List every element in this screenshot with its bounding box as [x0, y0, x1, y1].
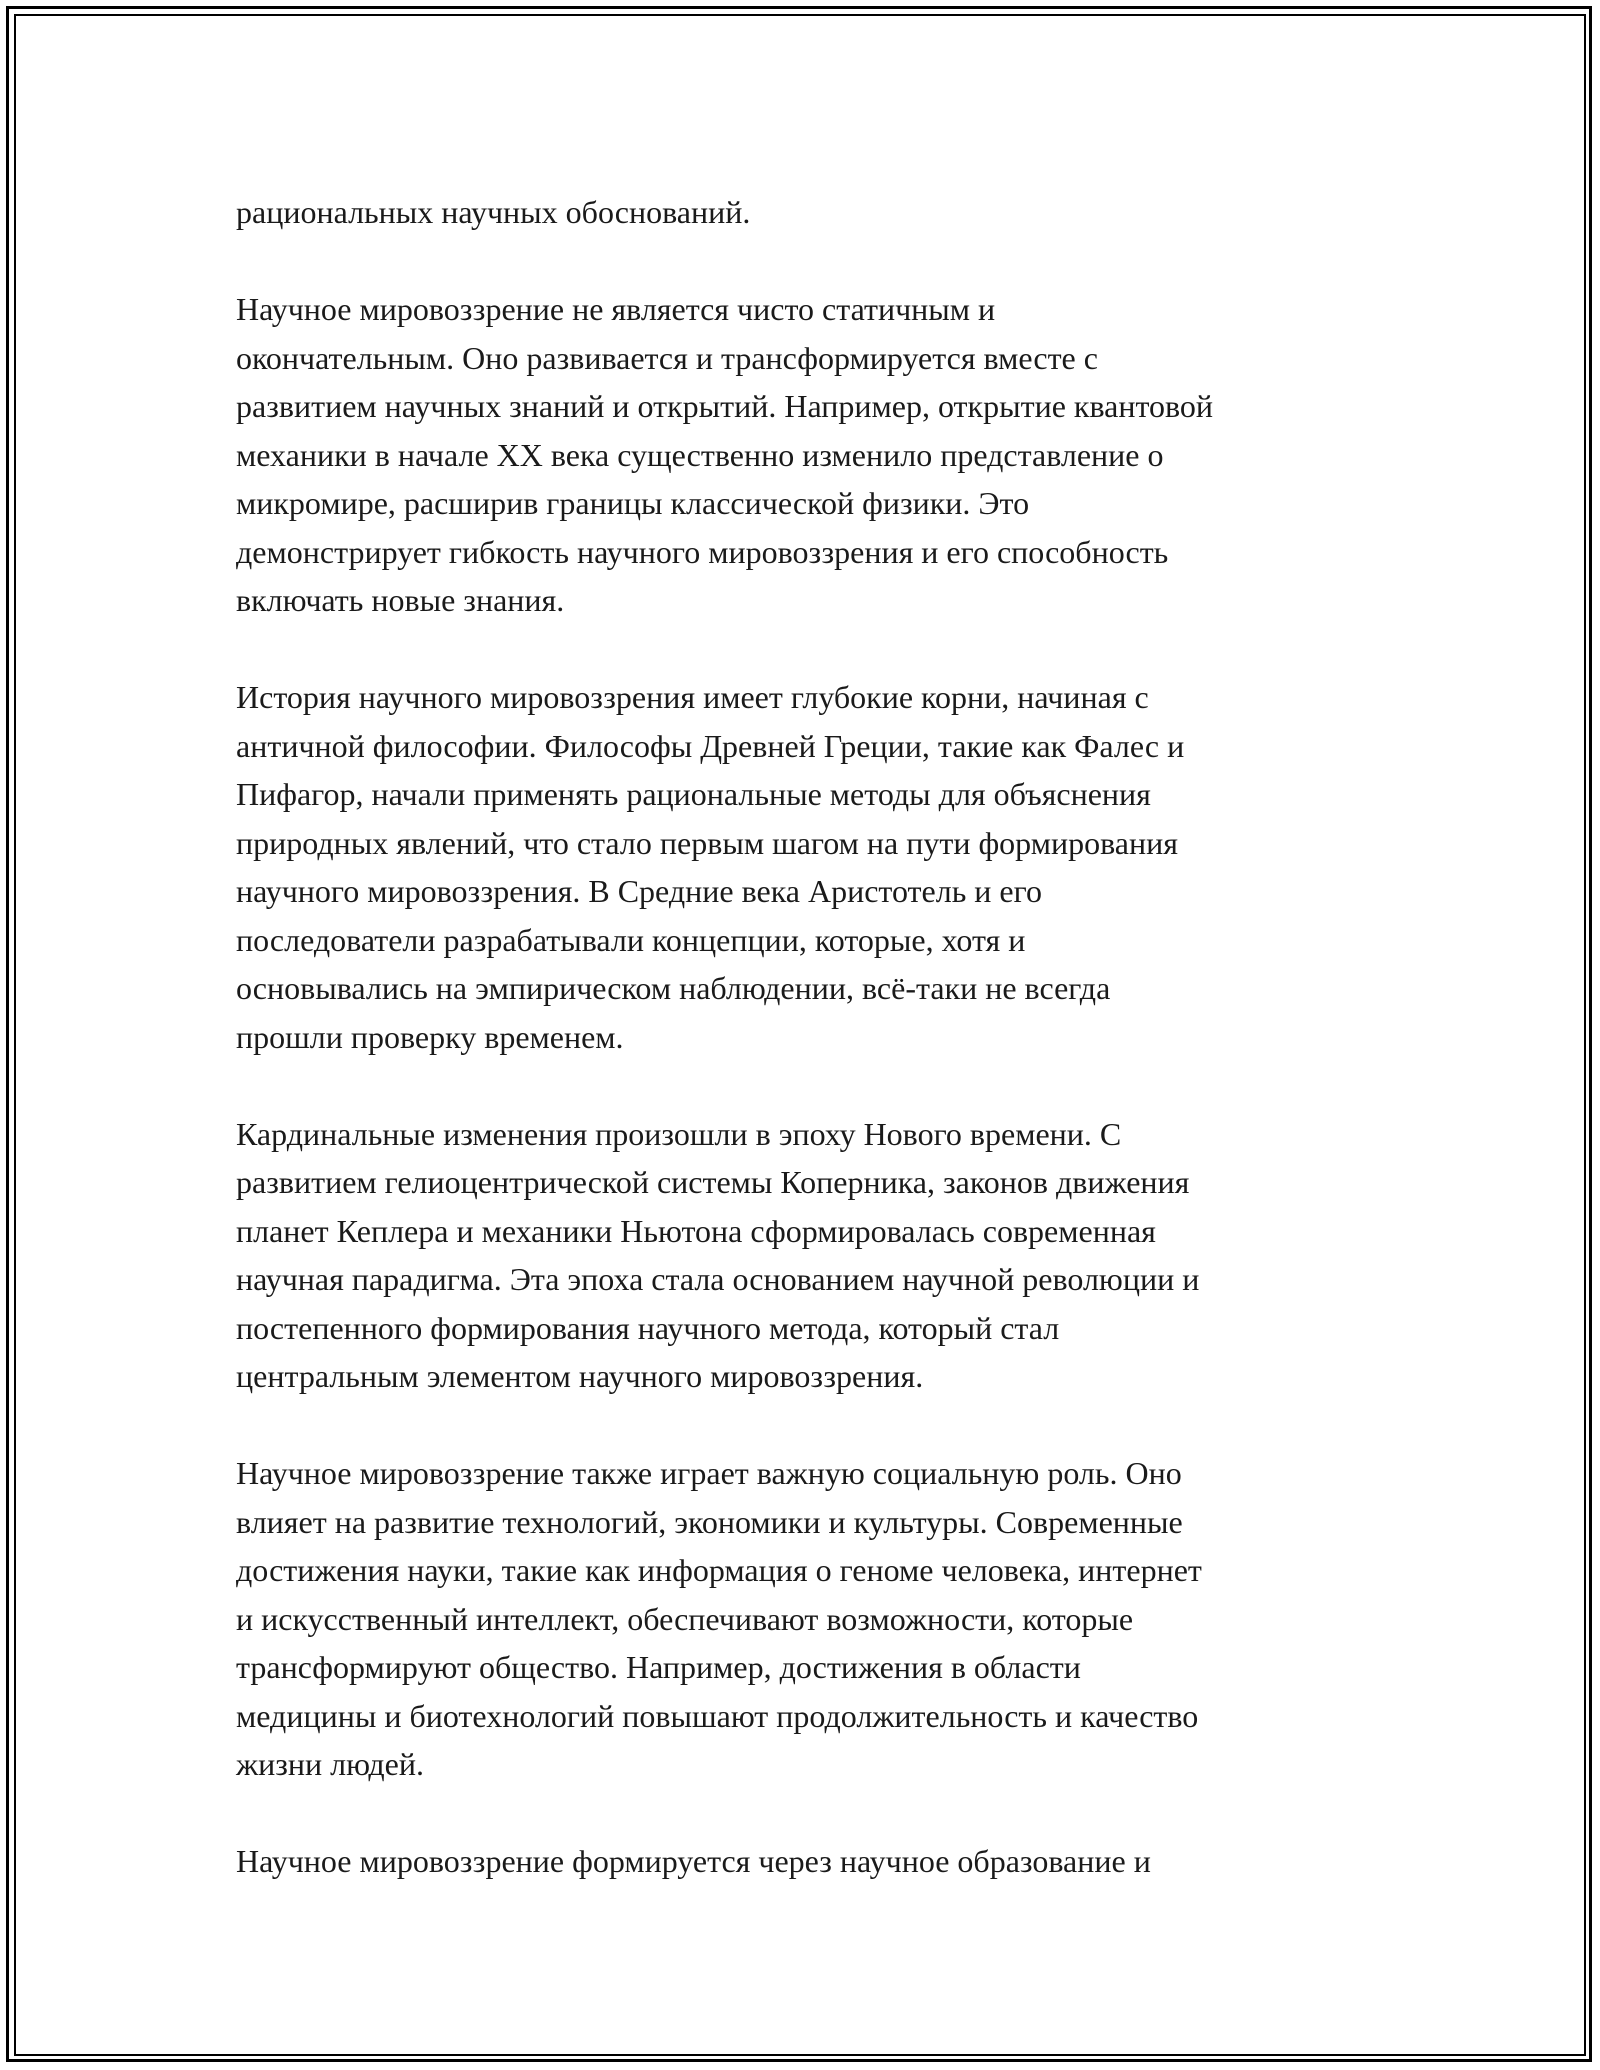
text-line: постепенного формирования научного метода, который стал: [236, 1309, 1060, 1346]
text-line: трансформируют общество. Например, достижения в области: [236, 1649, 1081, 1685]
text-line: окончательным. Оно развивается и трансформируется вместе с: [236, 339, 1098, 376]
text-line: планет Кеплера и механики Ньютона сформировалась современная: [236, 1212, 1156, 1249]
text-line: включать новые знания.: [236, 582, 565, 618]
text-line: Научное мировоззрение формируется через научное образование и: [236, 1843, 1151, 1879]
text-line: механики в начале XX века существенно изменило представление о: [236, 436, 1164, 473]
text-line: природных явлений, что стало первым шагом на пути формирования: [236, 824, 1178, 861]
text-line: История научного мировоззрения имеет глубокие корни, начиная с: [236, 679, 1149, 715]
text-line: основывались на эмпирическом наблюдении, всё-таки не всегда: [236, 970, 1111, 1006]
paragraph: [236, 1837, 1376, 1886]
paragraph: [236, 285, 1376, 625]
text-line: Научное мировоззрение также играет важную социальную роль. Оно: [236, 1455, 1182, 1491]
text-line: развитием научных знаний и открытий. Например, открытие квантовой: [236, 388, 1214, 424]
text-line: последователи разрабатывали концепции, которые, хотя и: [236, 921, 1026, 958]
text-line: Кардинальные изменения произошли в эпоху Нового времени. С: [236, 1115, 1122, 1152]
text-line: и искусственный интеллект, обеспечивают возможности, которые: [236, 1600, 1134, 1637]
paragraph: [236, 188, 1376, 237]
document-body: [236, 188, 1376, 1934]
text-line: медицины и биотехнологий повышают продолжительность и качество: [236, 1697, 1199, 1734]
text-line: Научное мировоззрение не является чисто статичным и: [236, 291, 996, 327]
text-line: микромире, расширив границы классической физики. Это: [236, 485, 1030, 521]
text-line: научного мировоззрения. В Средние века Аристотель и его: [236, 873, 1042, 909]
text-line: прошли проверку временем.: [236, 1018, 624, 1055]
text-line: научная парадигма. Эта эпоха стала основанием научной революции и: [236, 1261, 1200, 1297]
text-line: античной философии. Философы Древней Греции, такие как Фалес и: [236, 727, 1185, 764]
text-line: влияет на развитие технологий, экономики и культуры. Современные: [236, 1503, 1183, 1540]
text-line: рациональных научных обоснований.: [236, 194, 751, 230]
text-line: демонстрирует гибкость научного мировоззрения и его способность: [236, 533, 1169, 570]
paragraph: [236, 673, 1376, 1061]
paragraph: [236, 1449, 1376, 1789]
text-line: достижения науки, такие как информация о геноме человека, интернет: [236, 1552, 1202, 1588]
text-line: Пифагор, начали применять рациональные методы для объяснения: [236, 776, 1151, 812]
text-line: жизни людей.: [236, 1746, 424, 1782]
text-line: развитием гелиоцентрической системы Коперника, законов движения: [236, 1164, 1190, 1200]
text-line: центральным элементом научного мировоззрения.: [236, 1358, 924, 1394]
paragraph: [236, 1110, 1376, 1401]
